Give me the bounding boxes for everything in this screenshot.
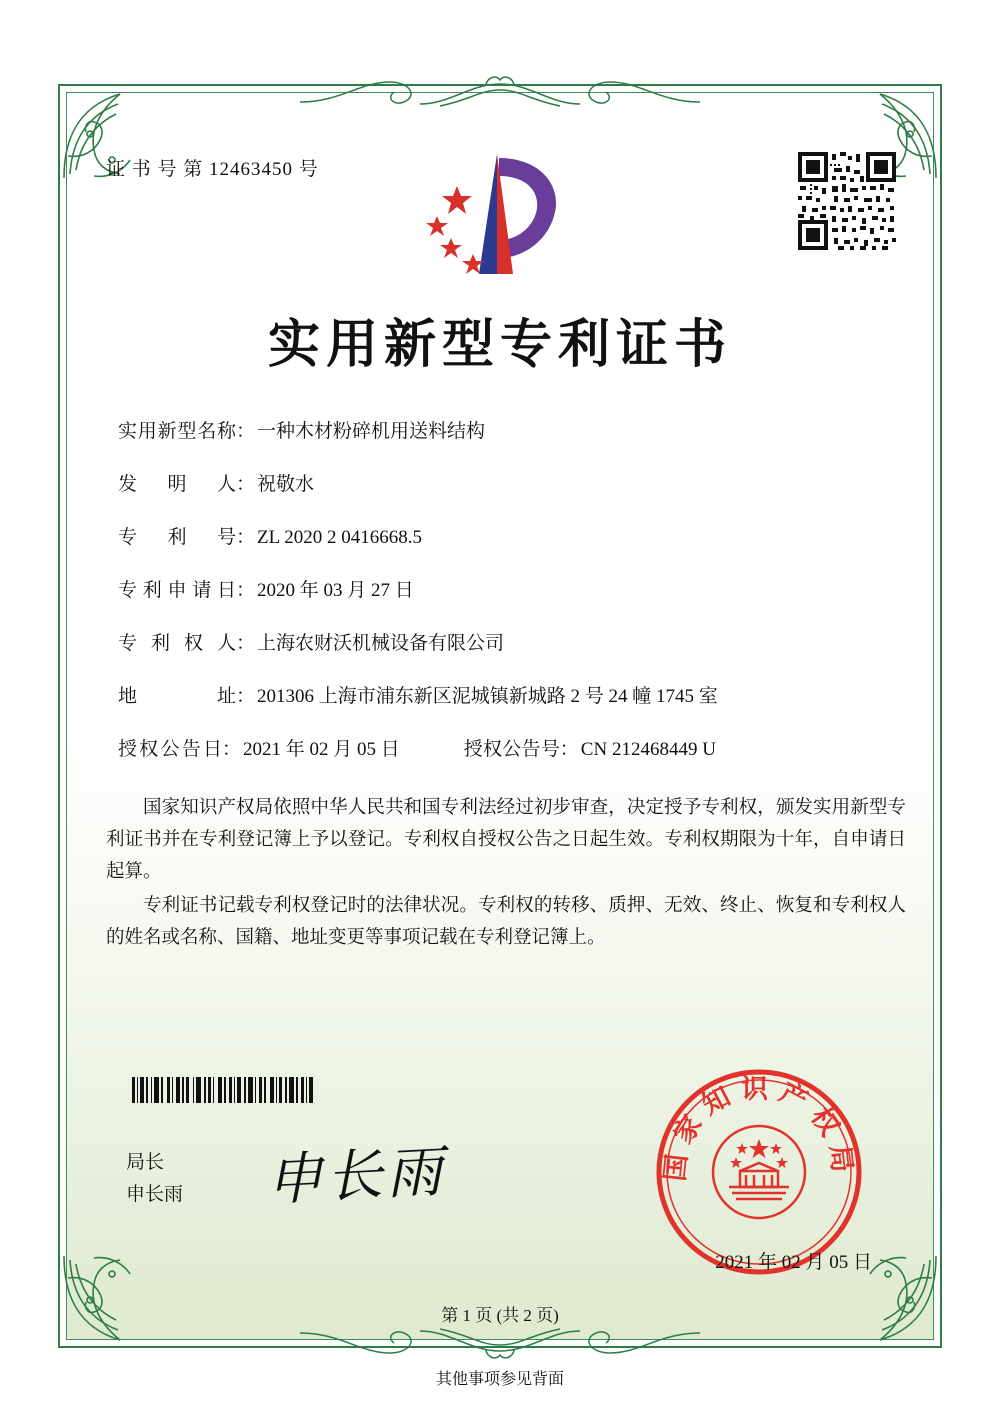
field-colon: ： xyxy=(559,739,579,760)
footer-note: 其他事项参见背面 xyxy=(435,1371,564,1388)
director-name-label: 申长雨 xyxy=(126,1184,184,1205)
field-value: 祝敬水 xyxy=(257,474,315,495)
grant-number-value: CN 212468449 U xyxy=(580,739,716,760)
svg-text:国家知识产权局: 国家知识产权局 xyxy=(659,1074,859,1183)
field-patentee xyxy=(118,632,908,656)
legal-paragraph-1: 国家知识产权局依照中华人民共和国专利法经过初步审查，决定授予专利权，颁发实用新型专利证书并在专利登记簿上予以登记。专利权自授权公告之日起生效。专利权期限为十年，自申请日起算。 xyxy=(106,798,906,882)
seal-date: 2021 年 02 月 05 日 xyxy=(715,1252,872,1273)
field-value: 上海农财沃机械设备有限公司 xyxy=(257,633,505,654)
field-inventor xyxy=(118,473,908,497)
field-grant-announcement xyxy=(118,738,908,762)
field-utility-model-name xyxy=(118,420,908,444)
field-value: 201306 上海市浦东新区泥城镇新城路 2 号 24 幢 1745 室 xyxy=(257,686,718,707)
signature-block xyxy=(126,1147,183,1211)
field-colon: ： xyxy=(236,633,256,654)
field-patent-number xyxy=(118,526,908,550)
field-colon: ： xyxy=(236,580,256,601)
handwritten-signature: 申长雨 xyxy=(264,1139,448,1214)
field-colon: ： xyxy=(236,686,256,707)
field-label: 专利权人 xyxy=(118,633,236,654)
field-colon: ： xyxy=(236,421,256,442)
director-title-label: 局长 xyxy=(126,1152,165,1173)
field-label: 实用新型名称 xyxy=(118,421,236,442)
page-number: 第 1 页 (共 2 页) xyxy=(441,1306,559,1325)
field-address xyxy=(118,685,908,709)
cnipa-logo-icon xyxy=(421,152,571,282)
grant-date-label: 授权公告日 xyxy=(118,739,222,760)
barcode xyxy=(132,1077,387,1103)
certificate-number: 证 书 号 第 12463450 号 xyxy=(106,159,319,180)
field-value: 一种木材粉碎机用送料结构 xyxy=(257,421,486,442)
field-colon: ： xyxy=(222,739,242,760)
legal-paragraph-2: 专利证书记载专利权登记时的法律状况。专利权的转移、质押、无效、终止、恢复和专利权人的姓名或名称、国籍、地址变更等事项记载在专利登记簿上。 xyxy=(106,896,906,948)
legal-text xyxy=(106,792,906,956)
grant-date-value: 2021 年 02 月 05 日 xyxy=(243,739,400,760)
field-colon: ： xyxy=(236,474,256,495)
official-seal xyxy=(654,1067,864,1277)
field-label: 专利申请日 xyxy=(118,580,236,601)
field-label: 发明人 xyxy=(118,474,236,495)
grant-number-label: 授权公告号 xyxy=(463,739,560,760)
field-value: 2020 年 03 月 27 日 xyxy=(257,580,414,601)
field-colon: ： xyxy=(236,527,256,548)
field-list xyxy=(118,420,908,791)
certificate-content xyxy=(66,92,934,1340)
field-label: 专利号 xyxy=(118,527,236,548)
page-title: 实用新型专利证书 xyxy=(267,314,732,375)
field-application-date xyxy=(118,579,908,603)
field-value: ZL 2020 2 0416668.5 xyxy=(257,527,423,548)
field-label: 地址 xyxy=(118,686,236,707)
qr-code-icon xyxy=(798,152,896,250)
